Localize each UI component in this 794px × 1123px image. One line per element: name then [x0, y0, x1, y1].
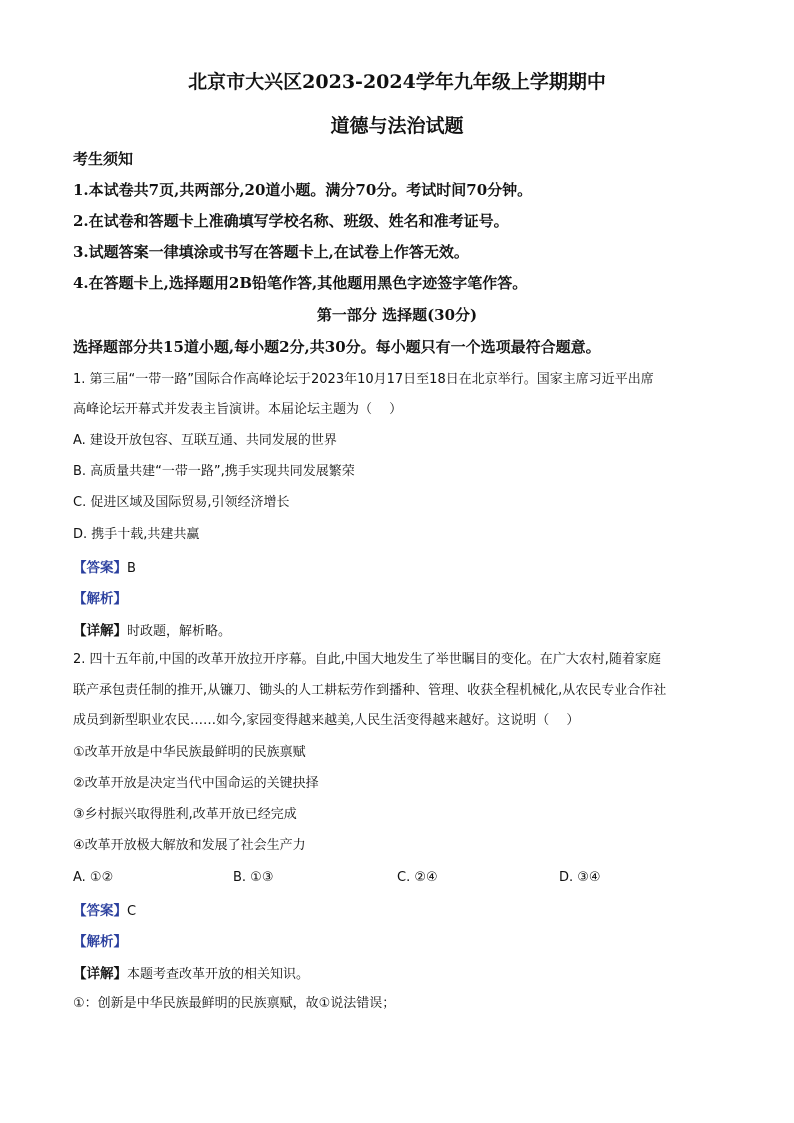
q1-stem-line: 1. 第三届“一带一路”国际合作高峰论坛于2023年10月17日至18日在北京举行。国家主席习近平出席	[73, 372, 654, 387]
analysis-label: 【解析】	[73, 591, 127, 607]
detail-label: 【详解】	[73, 623, 127, 639]
q2-answer-value: C	[127, 904, 137, 919]
q1-option-c: C. 促进区域及国际贸易,引领经济增长	[73, 495, 290, 510]
q2-choice-c: C. ②④	[397, 870, 438, 885]
page-subtitle: 道德与法治试题	[330, 115, 464, 137]
q2-answer-row	[73, 902, 136, 919]
q2-stem-line: 联产承包责任制的推开,从镰刀、锄头的人工耕耘劳作到播种、管理、收获全程机械化,从农民专业合作社	[73, 683, 667, 698]
q2-stem-line: 2. 四十五年前,中国的改革开放拉开序幕。自此,中国大地发生了举世瞩目的变化。在广大农村,随着家庭	[73, 652, 661, 667]
q1-option-b: B. 高质量共建“一带一路”,携手实现共同发展繁荣	[73, 464, 355, 479]
q2-choice-d: D. ③④	[559, 870, 601, 885]
notice-heading: 考生须知	[73, 150, 134, 168]
q1-answer-value: B	[127, 561, 136, 576]
notice-item: 1.本试卷共7页,共两部分,20道小题。满分70分。考试时间70分钟。	[73, 181, 533, 199]
analysis-label: 【解析】	[73, 934, 127, 950]
page-title: 北京市大兴区2023-2024学年九年级上学期期中	[188, 71, 606, 93]
q1-option-d: D. 携手十载,共建共赢	[73, 527, 200, 542]
answer-label: 【答案】	[73, 903, 127, 919]
notice-item: 3.试题答案一律填涂或书写在答题卡上,在试卷上作答无效。	[73, 243, 469, 261]
q1-detail-text: 时政题，解析略。	[127, 624, 232, 639]
q1-analysis-row	[73, 590, 127, 607]
section-title: 第一部分 选择题(30分)	[316, 306, 478, 324]
q1-stem-line: 高峰论坛开幕式并发表主旨演讲。本届论坛主题为（ ）	[73, 402, 403, 417]
answer-label: 【答案】	[73, 560, 127, 576]
q2-detail-text: 本题考查改革开放的相关知识。	[127, 967, 310, 982]
q1-option-a: A. 建设开放包容、互联互通、共同发展的世界	[73, 433, 337, 448]
q1-detail-row	[73, 622, 231, 639]
q2-analysis-row	[73, 933, 127, 950]
notice-item: 2.在试卷和答题卡上准确填写学校名称、班级、姓名和准考证号。	[73, 212, 509, 230]
section-instructions: 选择题部分共15道小题,每小题2分,共30分。每小题只有一个选项最符合题意。	[73, 338, 601, 356]
q2-statement: ②改革开放是决定当代中国命运的关键抉择	[73, 776, 319, 791]
q2-choice-a: A. ①②	[73, 870, 114, 885]
q2-choice-b: B. ①③	[233, 870, 274, 885]
q2-statement: ④改革开放极大解放和发展了社会生产力	[73, 838, 306, 853]
q1-answer-row	[73, 559, 136, 576]
notice-item: 4.在答题卡上,选择题用2B铅笔作答,其他题用黑色字迹签字笔作答。	[73, 274, 528, 292]
detail-label: 【详解】	[73, 966, 127, 982]
q2-detail-row	[73, 965, 309, 982]
q2-statement: ③乡村振兴取得胜利,改革开放已经完成	[73, 807, 297, 822]
q2-stem-line: 成员到新型职业农民……如今,家园变得越来越美,人民生活变得越来越好。这说明（ ）	[73, 713, 580, 728]
q2-statement: ①改革开放是中华民族最鲜明的民族禀赋	[73, 745, 306, 760]
q2-explanation: ①：创新是中华民族最鲜明的民族禀赋，故①说法错误；	[73, 996, 396, 1011]
